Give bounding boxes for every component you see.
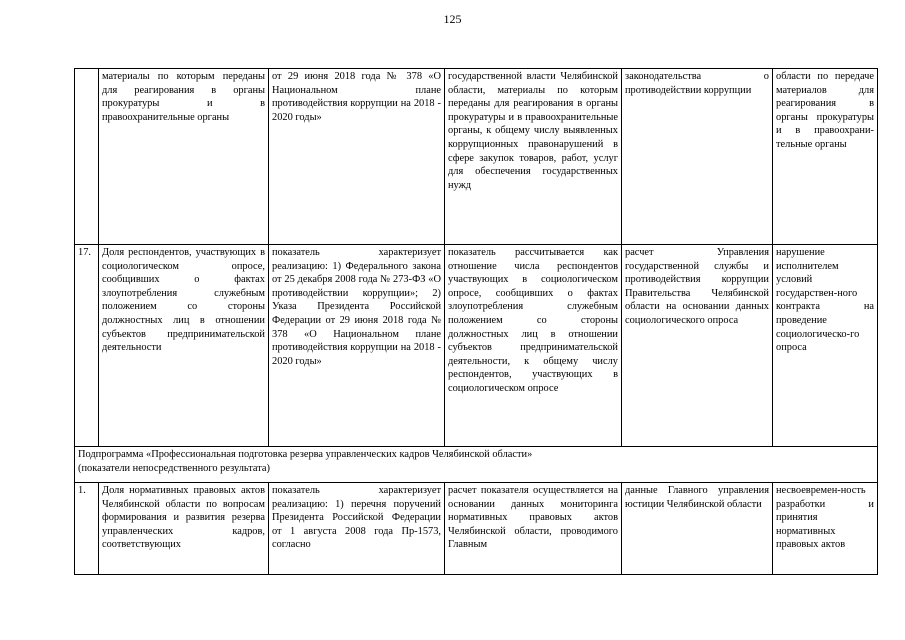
indicator-name: Доля респондентов, участвующих в социологическом опросе, сообщивших о фактах злоупотребления служебным положением со стороны должностных лиц в отношении субъектов предпринимательской деятельности — [99, 245, 269, 447]
subprogram-title: Подпрограмма «Профессиональная подготовка резерва управленческих кадров Челябинской области» — [78, 449, 533, 460]
indicator-characteristic: от 29 июня 2018 года № 378 «О Национальном плане противодействия коррупции на 2018 - 2020 годы» — [269, 69, 445, 245]
table-row — [75, 483, 878, 575]
data-source: данные Главного управления юстиции Челябинской области — [622, 483, 773, 575]
risk-factors: несвоевремен-ность разработки и принятия нормативных правовых актов — [773, 483, 878, 575]
calculation-method: расчет показателя осуществляется на основании данных мониторинга нормативных правовых актов Челябинской области, проводимого Главным — [445, 483, 622, 575]
risk-factors: нарушение исполнителем условий государствен-ного контракта на проведение социологическо-го опроса — [773, 245, 878, 447]
subprogram-heading — [75, 447, 878, 483]
indicator-characteristic: показатель характеризует реализацию: 1) перечня поручений Президента Российской Федерации от 1 августа 2008 года Пр-1573, согласно — [269, 483, 445, 575]
indicator-characteristic: показатель характеризует реализацию: 1) Федерального закона от 25 декабря 2008 года № 273-ФЗ «О противодействии коррупции»; 2) Указа Президента Российской Федерации от 29 июня 2018 года № 378 «О Национальном плане противодействия коррупции на 2018 - 2020 годы» — [269, 245, 445, 447]
subprogram-subtitle: (показатели непосредственного результата) — [78, 462, 270, 474]
row-number: 17. — [75, 245, 99, 447]
table-row — [75, 245, 878, 447]
risk-factors: области по передаче материалов для реагирования в органы прокуратуры и в правоохрани-тельные органы — [773, 69, 878, 245]
data-source: расчет Управления государственной службы и противодействия коррупции Правительства Челябинской области на основании данных социологического опроса — [622, 245, 773, 447]
page-number: 125 — [443, 12, 462, 26]
calculation-method: показатель рассчитывается как отношение числа респондентов участвующих в социологическом опросе, сообщивших о фактах злоупотребления служебным положением со стороны должностных лиц в отношении субъектов предпринимательской деятельности, к общему числу респондентов, участвующих в социологическом опросе — [445, 245, 622, 447]
indicators-table — [74, 68, 878, 575]
indicator-name: материалы по которым переданы для реагирования в органы прокуратуры и в правоохранительные органы — [99, 69, 269, 245]
table-row — [75, 69, 878, 245]
row-number — [75, 69, 99, 245]
indicator-name: Доля нормативных правовых актов Челябинской области по вопросам формирования и развития резерва управленческих кадров, соответствующих — [99, 483, 269, 575]
calculation-method: государственной власти Челябинской области, материалы по которым переданы для реагирования в органы прокуратуры и в правоохранительные органы, к общему числу выявленных коррупционных правонарушений в сфере закупок товаров, работ, услуг для обеспечения государственных нужд — [445, 69, 622, 245]
data-source: законодательства о противодействии коррупции — [622, 69, 773, 245]
section-row — [75, 447, 878, 483]
row-number: 1. — [75, 483, 99, 575]
